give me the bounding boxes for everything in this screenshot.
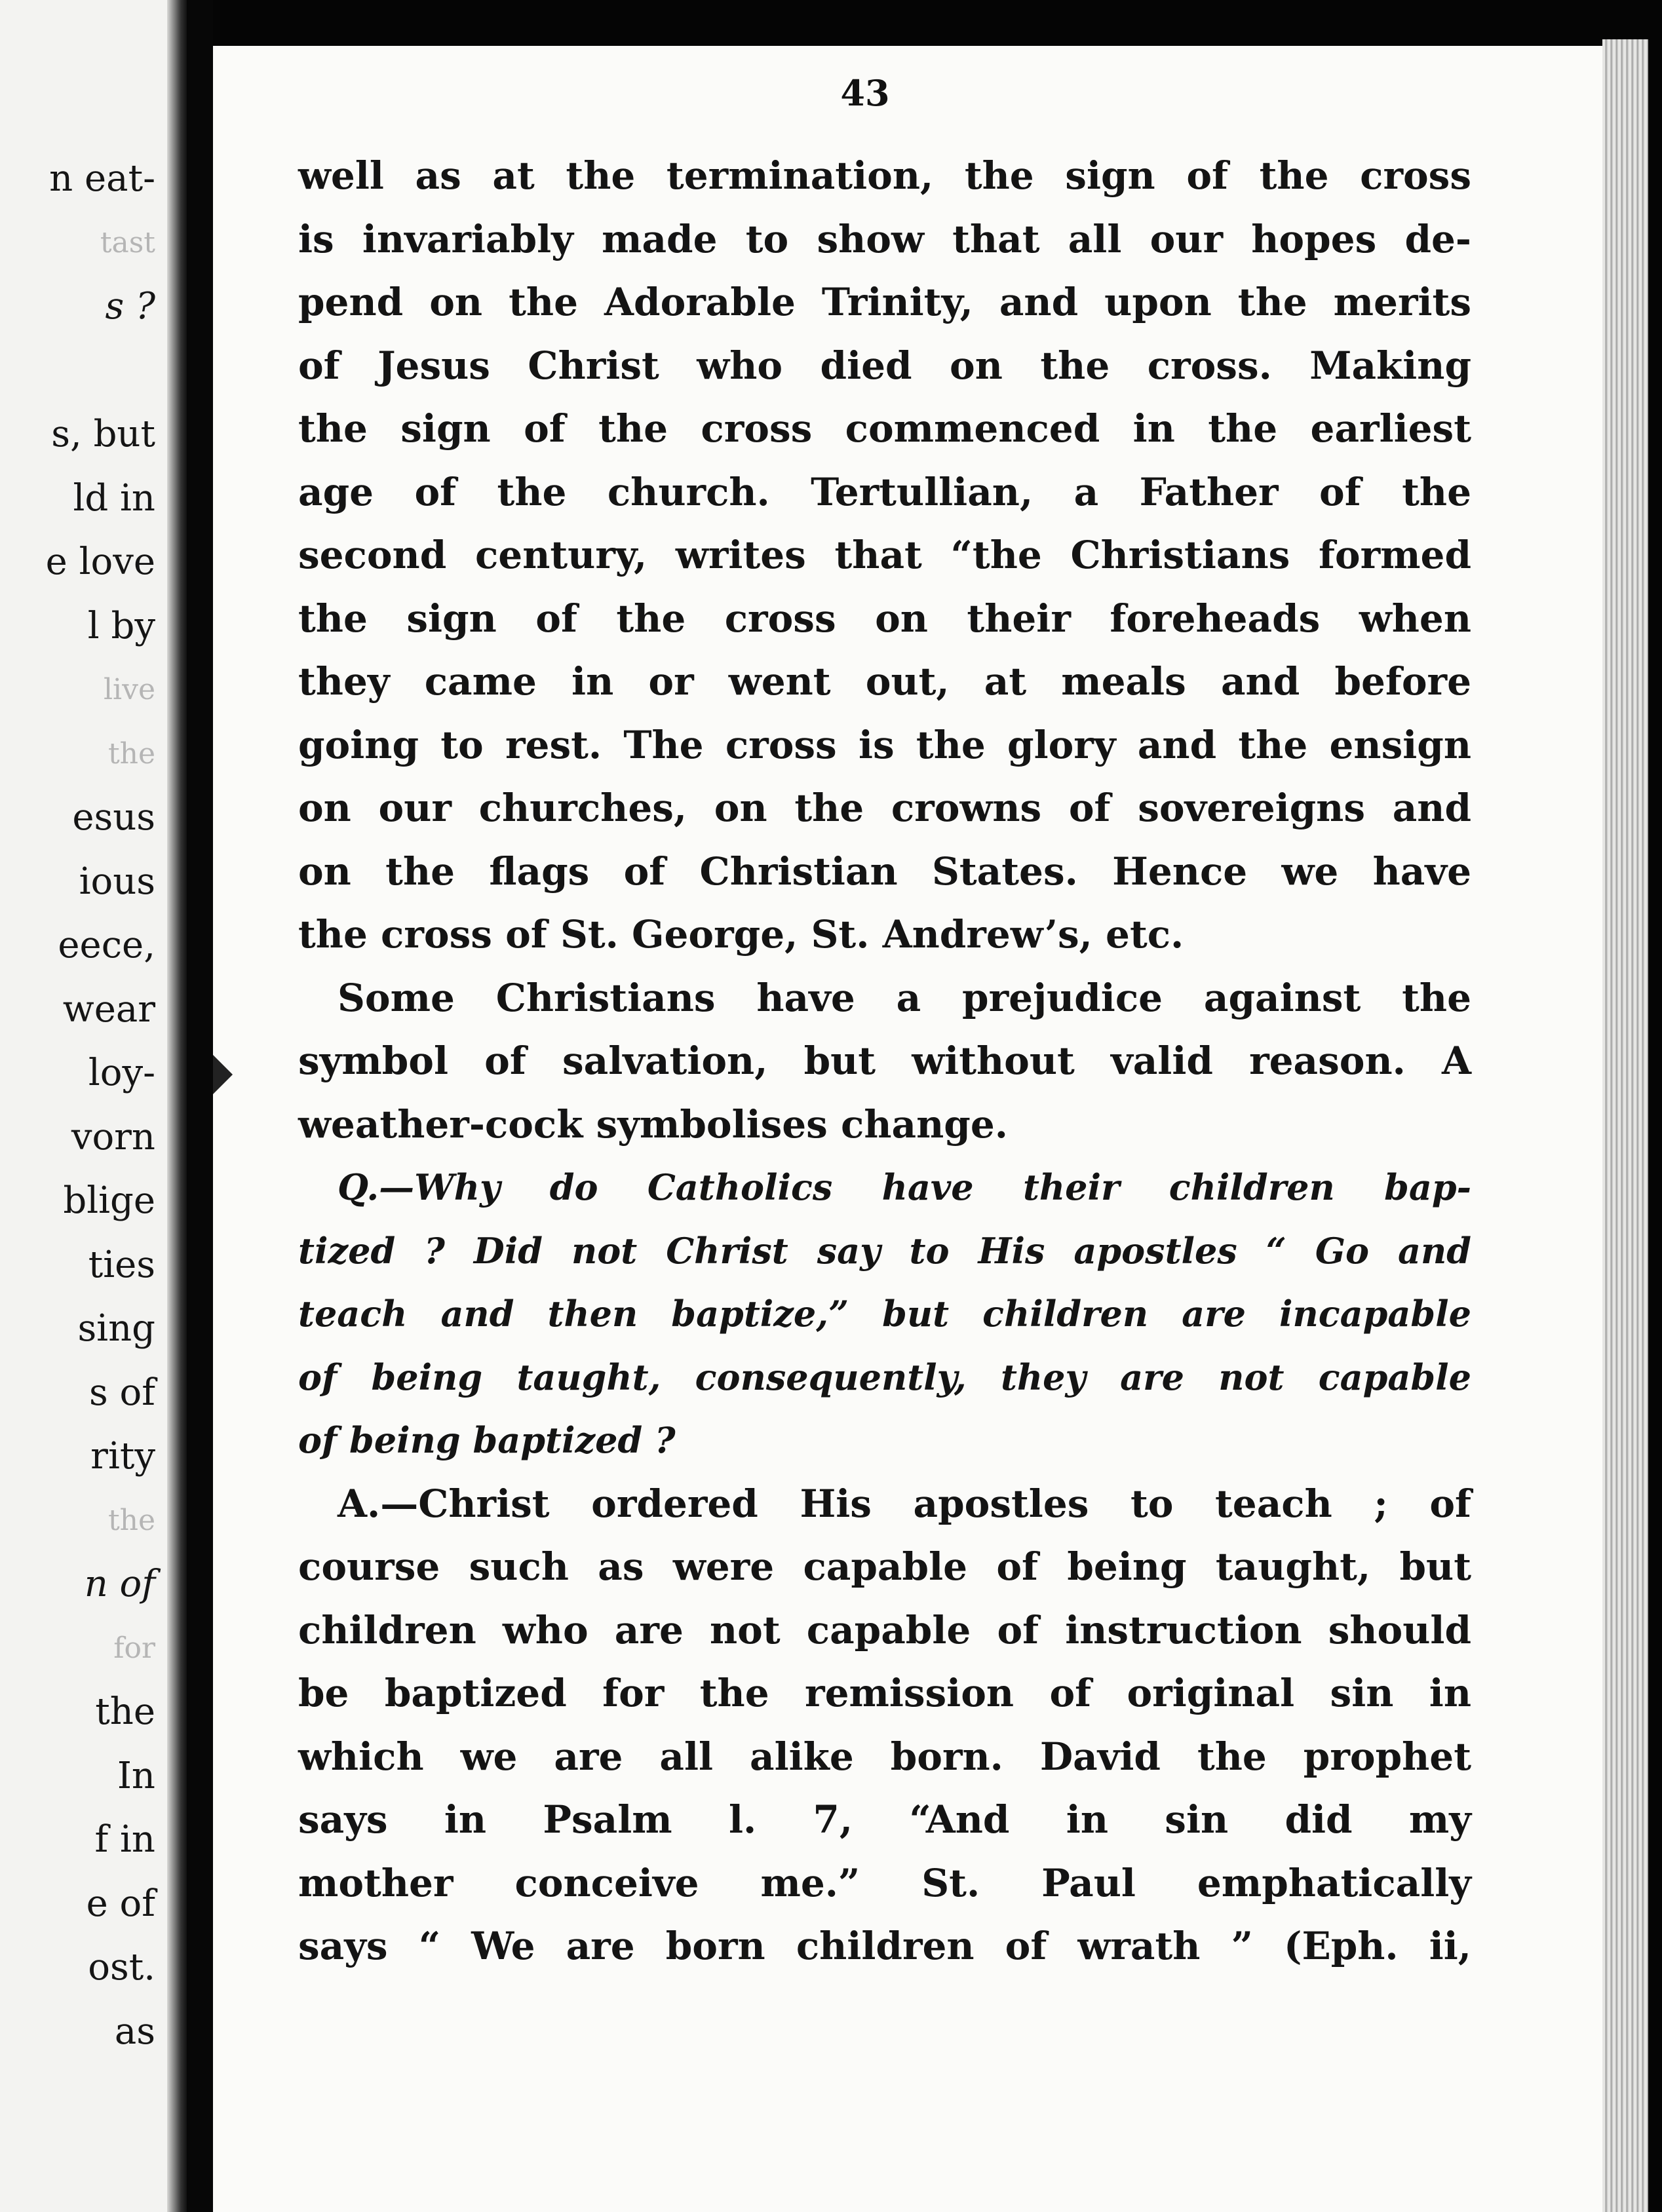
previous-page-line: as [114,2010,155,2053]
body-text-line: which we are all alike born. David the prophet [298,1734,1471,1779]
body-text-line: says “ We are born children of wrath ” (Eph. ii, [298,1924,1471,1968]
body-text-line: says in Psalm l. 7, “And in sin did my [298,1797,1471,1842]
question-text-line: of being taught, consequently, they are not capable [298,1356,1471,1398]
previous-page-line: ious [79,860,155,903]
body-text-line: symbol of salvation, but without valid reason. A [298,1039,1471,1083]
question-text-line: tized ? Did not Christ say to His apostles “ Go and [298,1229,1471,1272]
body-text-line: children who are not capable of instruction should [298,1607,1471,1652]
previous-page-line: tast [100,225,155,259]
body-text-line: the sign of the cross commenced in the earliest [298,406,1471,451]
current-page [213,46,1602,2212]
previous-page-line: the [95,1690,155,1733]
previous-page-line: sing [77,1307,155,1350]
page-body-text [298,144,1471,1978]
previous-page-line: rity [90,1435,155,1478]
previous-page-line: the [107,736,155,771]
previous-page-strip [0,0,187,2212]
body-text-line: Some Christians have a prejudice against the [338,975,1471,1020]
previous-page-line: s, but [51,413,155,455]
body-text-line: is invariably made to show that all our hopes de- [298,216,1471,261]
previous-page-edge [167,0,187,2212]
body-text-line: be baptized for the remission of original sin in [298,1671,1471,1715]
body-text-line: age of the church. Tertullian, a Father of the [298,469,1471,514]
previous-page-line: f in [94,1818,155,1861]
body-text-line: the sign of the cross on their foreheads when [298,596,1471,641]
body-text-line: well as at the termination, the sign of the cross [298,153,1471,198]
previous-page-line: vorn [71,1115,155,1158]
previous-page-line: wear [62,987,155,1031]
body-text-line: A.—Christ ordered His apostles to teach ; of [338,1481,1471,1526]
body-text-line: on the flags of Christian States. Hence we have [298,849,1471,894]
body-text-line: going to rest. The cross is the glory and the ensign [298,722,1471,767]
previous-page-line: n of [84,1563,155,1605]
body-text-line: of Jesus Christ who died on the cross. Making [298,343,1471,388]
book-gutter [187,0,213,2212]
previous-page-line: In [117,1754,155,1797]
page-fold-mark [213,1055,233,1094]
body-text-line: course such as were capable of being taught, but [298,1544,1471,1589]
previous-page-line: ld in [73,476,155,520]
question-text-line: of being baptized ? [298,1419,676,1461]
previous-page-line: the [107,1503,155,1537]
previous-page-line: e love [45,541,155,583]
previous-page-line: s of [89,1371,155,1414]
body-text-line: mother conceive me.” St. Paul emphatically [298,1860,1471,1905]
previous-page-line: e of [86,1882,155,1925]
question-text-line: Q.—Why do Catholics have their children bap- [338,1166,1471,1208]
previous-page-line: ties [88,1243,155,1286]
question-text-line: teach and then baptize,” but children are incapable [298,1293,1471,1335]
previous-page-line: ost. [88,1946,155,1989]
previous-page-line: for [113,1631,155,1665]
body-text-line: pend on the Adorable Trinity, and upon the merits [298,280,1471,324]
body-text-line: second century, writes that “the Christians formed [298,533,1471,577]
page-stack-edges [1602,39,1648,2212]
previous-page-line: esus [72,796,155,839]
body-text-line: weather-cock symbolises change. [298,1101,1008,1147]
previous-page-line: live [103,673,155,706]
previous-page-line: blige [63,1179,155,1222]
previous-page-line: s ? [105,285,155,328]
page-number: 43 [840,72,890,114]
previous-page-line: l by [87,604,155,647]
body-text-line: they came in or went out, at meals and before [298,659,1471,704]
previous-page-line: loy- [88,1052,155,1094]
previous-page-line: n eat- [49,157,155,200]
body-text-line: the cross of St. George, St. Andrew’s, etc. [298,912,1184,957]
body-text-line: on our churches, on the crowns of sovereigns and [298,786,1471,830]
previous-page-line: eece, [58,924,155,966]
